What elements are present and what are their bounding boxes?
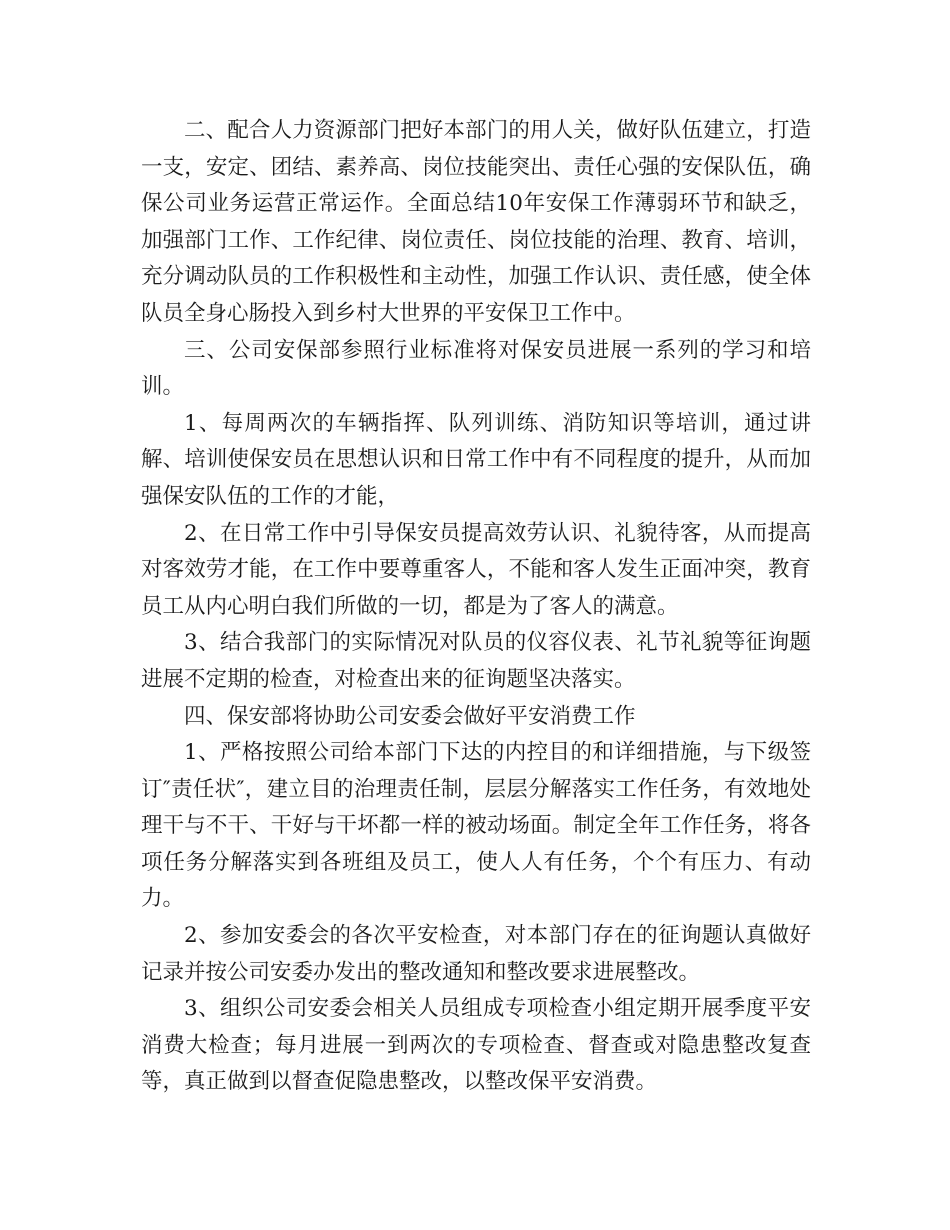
paragraph-3-item-2: 2、在日常工作中引导保安员提高效劳认识、礼貌待客，从而提高对客效劳才能，在工作中要尊重客人，不能和客人发生正面冲突，教育员工从内心明白我们所做的一切，都是为了客人的满意。 — [141, 520, 811, 619]
paragraph-3-item-1: 1、每周两次的车辆指挥、队列训练、消防知识等培训，通过讲解、培训使保安员在思想认识和日常工作中有不同程度的提升，从而加强保安队伍的工作的才能， — [141, 410, 811, 509]
paragraph-section-4-heading: 四、保安部将协助公司安委会做好平安消费工作 — [184, 703, 636, 729]
document-body — [141, 113, 811, 1101]
paragraph-section-2: 二、配合人力资源部门把好本部门的用人关，做好队伍建立，打造一支，安定、团结、素养高、岗位技能突出、责任心强的安保队伍，确保公司业务运营正常运作。全面总结10年安保工作薄弱环节和缺乏，加强部门工作、工作纪律、岗位责任、岗位技能的治理、教育、培训，充分调动队员的工作积极性和主动性，加强工作认识、责任感，使全体队员全身心肠投入到乡村大世界的平安保卫工作中。 — [141, 118, 811, 326]
paragraph-4-item-3: 3、组织公司安委会相关人员组成专项检查小组定期开展季度平安消费大检查；每月进展一到两次的专项检查、督查或对隐患整改复查等，真正做到以督查促隐患整改，以整改保平安消费。 — [141, 996, 811, 1095]
paragraph-4-item-2: 2、参加安委会的各次平安检查，对本部门存在的征询题认真做好记录并按公司安委办发出的整改通知和整改要求进展整改。 — [141, 923, 811, 985]
paragraph-section-3-heading: 三、公司安保部参照行业标准将对保安员进展一系列的学习和培训。 — [141, 337, 811, 400]
paragraph-3-item-3: 3、结合我部门的实际情况对队员的仪容仪表、礼节礼貌等征询题进展不定期的检查，对检查出来的征询题坚决落实。 — [141, 630, 811, 692]
paragraph-4-item-1: 1、严格按照公司给本部门下达的内控目的和详细措施，与下级签订″责任状″，建立目的治理责任制，层层分解落实工作任务，有效地处理干与不干、干好与干坏都一样的被动场面。制定全年工作任务，将各项任务分解落实到各班组及员工，使人人有任务，个个有压力、有动力。 — [141, 740, 811, 912]
